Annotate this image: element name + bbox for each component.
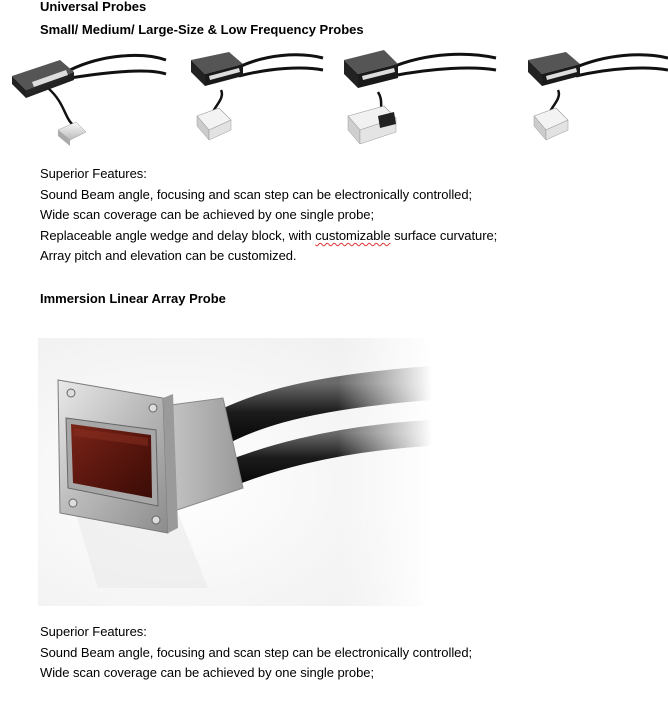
feature-item: Wide scan coverage can be achieved by one single probe; xyxy=(40,665,375,680)
feature-text: Replaceable angle wedge and delay block, with xyxy=(40,228,316,243)
feature-item: Wide scan coverage can be achieved by one single probe; xyxy=(40,207,375,222)
immersion-probe-image xyxy=(38,338,432,606)
probe-connector-icon xyxy=(185,46,325,161)
feature-item: Sound Beam angle, focusing and scan step can be electronically controlled; xyxy=(40,645,473,660)
section-title-immersion-linear-array-probe: Immersion Linear Array Probe xyxy=(40,291,226,306)
immersion-probe-icon xyxy=(38,338,432,606)
probe-image-1 xyxy=(8,46,168,161)
probe-image-4 xyxy=(522,46,668,161)
spellcheck-flagged-word: customizable xyxy=(315,228,391,243)
features-heading: Superior Features: xyxy=(40,624,147,639)
feature-text: surface curvature; xyxy=(390,228,498,243)
probe-connector-icon xyxy=(522,46,668,161)
feature-item xyxy=(40,226,497,247)
feature-item: Sound Beam angle, focusing and scan step can be electronically controlled; xyxy=(40,187,473,202)
probe-image-3 xyxy=(338,46,498,161)
probe-connector-icon xyxy=(338,46,498,161)
section-subtitle-probe-sizes: Small/ Medium/ Large-Size & Low Frequency Probes xyxy=(40,22,364,37)
feature-item: Array pitch and elevation can be customized. xyxy=(40,248,297,263)
features-heading: Superior Features: xyxy=(40,166,147,181)
probe-connector-icon xyxy=(8,46,168,161)
section-title-universal-probes: Universal Probes xyxy=(40,0,147,14)
probe-image-2 xyxy=(185,46,325,161)
